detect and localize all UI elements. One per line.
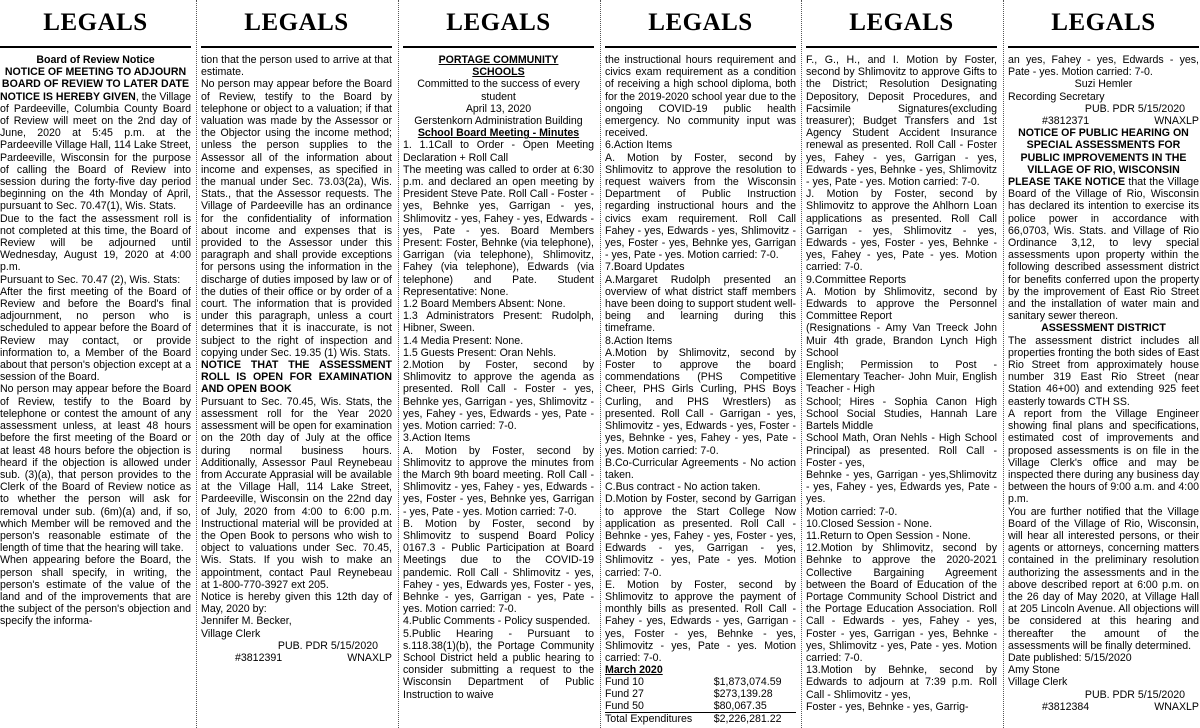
- column-divider: [600, 0, 601, 728]
- signer-title: Village Clerk: [201, 627, 261, 640]
- column-divider: [196, 0, 197, 728]
- section-header: LEGALS: [201, 0, 392, 48]
- minutes-item: A. Motion by Foster, second by Shlimovitz to approve the minutes from the March 9th board meeting. Roll Call - Shlimovitz - yes, Fahey - yes, Edwards - yes, Foster - yes, Behnke yes, Garrigan - yes, Pate - yes. Motion carried: 7-0.: [403, 444, 594, 518]
- organization-name: PORTAGE COMMUNITY: [438, 54, 559, 66]
- minutes-item: 13.Motion by Behnke, second by Edwards to adjourn at 7:39 p.m. Roll Call - Shlimovitz - yes,: [806, 664, 997, 701]
- minutes-item: 1.5 Guests Present: Oran Nehls.: [403, 346, 557, 359]
- total-amount: $2,226,281.22: [710, 713, 796, 726]
- minutes-item: J. Motion by Foster, second by Shlimovitz to approve the Ahlhorn Loan applications as presented. Roll Call Garrigan - yes, Shlimovitz - yes, Edwards - yes, Foster - yes, Behnke - yes, Fahey - yes, Pate - yes. Motion carried: 7-0.: [806, 188, 997, 274]
- publication-line: PUB. PDR 5/15/2020: [277, 639, 378, 652]
- minutes-item: C.Bus contract - No action taken.: [605, 481, 761, 494]
- column-divider: [801, 0, 802, 728]
- publication-line: PUB. PDR 5/15/2020: [1084, 688, 1185, 701]
- notice-subtitle: NOTICE OF MEETING TO ADJOURN BOARD OF REVIEW TO LATER DATE: [1, 66, 190, 91]
- notice-title: Board of Review Notice: [36, 54, 155, 66]
- column-divider: [398, 0, 399, 728]
- publication-line: PUB. PDR 5/15/2020: [1084, 102, 1185, 115]
- minutes-item: 3.Action Items: [403, 432, 471, 445]
- column-1: [0, 0, 191, 728]
- minutes-item: Behnke - yes, Garrigan - yes,Shlimovitz - yes, Fahey - yes, Edwards yes, Pate - yes.: [806, 468, 997, 506]
- minutes-item: A.Margaret Rudolph presented an overview of what district staff members have been doing to support student well-being and learning during this timeframe.: [605, 273, 796, 335]
- notice-paragraph: PLEASE TAKE NOTICE that the Village Board of the Village of Rio, Wisconsin has declared its intention to exercise its police power in accordance with 66,0703, Wis. Stats. and Village of Rio Ordinance 3,12, to levy special assessments upon property within the following described assessment district for benefits conferred upon the property by the improvement of East Rio Street and the installation of water main and sanitary sewer thereon.: [1008, 176, 1199, 323]
- minutes-item: 5.Public Hearing - Pursuant to s.118.38(1)(b), the Portage Community School District held a public hearing to consider submitting a request to the Wisconsin Department of Public Instruction to waive: [403, 627, 594, 701]
- expenditure-table: [605, 676, 796, 725]
- minutes-item: 1. 1.1Call to Order - Open Meeting Declaration + Roll Call: [403, 139, 594, 164]
- signer-title: Village Clerk: [1008, 676, 1068, 689]
- notice-paragraph: After the first meeting of the Board of Review and before the Board's final adjournment, no person who is scheduled to appear before the Board of Review may contact, or provide information to, a Member of the Board about that person's objection except at a session of the Board.: [0, 285, 191, 384]
- tagline: Committed to the success of every student: [417, 78, 580, 103]
- signer-name: Amy Stone: [1008, 664, 1060, 677]
- notice-heading: ASSESSMENT DISTRICT: [1041, 322, 1166, 335]
- notice-paragraph: NOTICE IS HEREBY GIVEN, the Village of Pardeeville, Columbia County Board of Review will meet on the 2nd day of June, 2020 at 5:45 p.m. at the Pardeeville Village Hall, 114 Lake Street, Pardeeville, Wisconsin for the purpose of calling the Board of Review into session during the forty-five day period beginning on the 4th Monday of April, pursuant to Sec. 70.47(1), Wis. Stats.: [0, 90, 191, 213]
- notice-paragraph: No person may appear before the Board of Review, testify to the Board by telephone or object to a valuation; if that valuation was made by the Assessor or the Objector using the income method; unless the person supplies to the Assessor all of the information about income and expenses, as specified in the manual under Sec. 73.03(2a), Wis. Stats., that the Assessor requests. The Village of Pardeeville has an ordinance for the confidentiality of information about income and expenses that is provided to the Assessor under this paragraph and shall provide exceptions for persons using the information in the discharge of duties imposed by law or of the duties of their office or by order of a court. The information that is provided under this paragraph, unless a court determines that it is inaccurate, is not subject to the right of inspection and copying under Sec. 19.35 (1) Wis. Stats.: [201, 78, 392, 359]
- minutes-item: 1.2 Board Members Absent: None.: [403, 298, 566, 311]
- fund-amount: $273,139.28: [713, 688, 773, 701]
- notice-heading: NOTICE THAT THE ASSESSMENT ROLL IS OPEN FOR EXAMINATION AND OPEN BOOK: [201, 359, 392, 396]
- signer-name: Jennifer M. Becker,: [201, 615, 292, 628]
- notice-paragraph: Notice is hereby given this 12th day of May, 2020 by:: [201, 590, 392, 616]
- meeting-title: School Board Meeting - Minutes: [417, 127, 580, 140]
- fund-label: Fund 10: [605, 676, 644, 689]
- minutes-item: 2.Motion by Foster, second by Shlimovitz to approve the agenda as presented. Roll Call - Foster - yes, Behnke yes, Garrigan - yes, Shlimovitz - yes, Fahey - yes, Edwards - yes, Pate - yes. Motion carried: 7-0.: [403, 359, 594, 433]
- table-row: [605, 700, 796, 713]
- minutes-item: Foster - yes, Behnke - yes, Garrig-: [806, 700, 969, 713]
- minutes-item: 10.Closed Session - None.: [806, 517, 933, 530]
- reference-code: WNAXLP: [1154, 115, 1199, 128]
- notice-lead: PLEASE TAKE NOTICE: [1008, 176, 1126, 189]
- meeting-location: Gerstenkorn Administration Building: [414, 115, 583, 128]
- minutes-item: A.Motion by Shlimovitz, second by Foster to approve the board commendations (PHS Competitive Cheer, PHS Girls Curling, PHS Boys Curling, and PHS Wrestlers) as presented. Roll Call - Garrigan - yes, Shlimovitz - yes, Edwards - yes, Foster - yes, Behnke - yes, Fahey - yes, Pate - yes. Motion carried: 7-0.: [605, 346, 796, 457]
- column-6: [1008, 0, 1199, 728]
- section-header: LEGALS: [806, 0, 997, 48]
- minutes-item: D.Motion by Foster, second by Garrigan to approve the Start College Now application as presented. Roll Call - Behnke - yes, Fahey - yes, Foster - yes, Edwards - yes, Garrigan - yes, Shlimovitz - yes, Pate - yes. Motion carried: 7-0.: [605, 493, 796, 579]
- reference-code: WNAXLP: [1154, 700, 1199, 713]
- notice-paragraph: Pursuant to Sec. 70.45, Wis. Stats, the assessment roll for the Year 2020 assessment will be open for examination on the 20th day of July at the office during normal business hours. Additionally, Assessor Paul Reynebeau from Accurate Apprasial will be available at the Village Hall, 114 Lake Street, Pardeeville, Wisconsin on the 22nd day of July, 2020 from 4:00 to 6:00 p.m. Instructional material will be provided at the Open Book to persons who wish to object to valuations under Sec. 70.45, Wis. Stats. If you wish to make an appointment, contact Paul Reynebeau at 1-800-770-3927 ext 205.: [201, 395, 392, 591]
- reference-number: #3812391: [235, 651, 283, 664]
- section-header: LEGALS: [0, 0, 191, 48]
- column-divider: [1003, 0, 1004, 728]
- minutes-item: 6.Action Items: [605, 139, 673, 152]
- minutes-item: E. Motion by Foster, second by Shlimovitz to approve the payment of monthly bills as presented. Roll Call - Fahey - yes, Edwards - yes, Garrigan - yes, Foster - yes, Behnke - yes, Shlimovitz - yes, Pate - yes. Motion carried: 7-0.: [605, 578, 796, 664]
- minutes-item: School Math, Oran Nehls - High School Principal) as presented. Roll Call - Foster - yes,: [806, 432, 997, 469]
- column-4: [605, 0, 796, 728]
- total-row: [605, 713, 796, 726]
- notice-paragraph: Due to the fact the assessment roll is not completed at this time, the Board of Review will be adjourned until Wednesday, August 19, 2020 at 4:00 p.m.: [0, 212, 191, 274]
- signer-title: Recording Secretary: [1008, 90, 1105, 103]
- minutes-item: English; Permission to Post - Elementary Teacher- John Muir, English Teacher - High: [806, 359, 997, 396]
- notice-paragraph: Pursuant to Sec. 70.47 (2), Wis. Stats:: [0, 273, 181, 286]
- minutes-item: 1.3 Administrators Present: Rudolph, Hibner, Sween.: [403, 310, 594, 335]
- publication-date: Date published: 5/15/2020: [1008, 651, 1132, 664]
- table-row: [605, 688, 796, 700]
- table-row: [605, 676, 796, 688]
- minutes-item: School; Hires - Sophia Canon High School Social Studies, Hannah Lare Bartels Middle: [806, 395, 997, 433]
- total-label: Total Expenditures: [605, 713, 710, 726]
- organization-name: SCHOOLS: [472, 66, 525, 79]
- reference-line: [1008, 115, 1199, 127]
- minutes-item: 9.Committee Reports: [806, 273, 907, 286]
- minutes-item: (Resignations - Amy Van Treeck John Muir 4th grade, Brandon Lynch High School: [806, 322, 997, 359]
- minutes-item: A. Motion by Foster, second by Shlimovitz to approve the resolution to request waivers from the Wisconsin Department of Public Instruction regarding instructional hours and the civics exam requirement. Roll Call Fahey - yes, Edwards - yes, Shlimovitz - yes, Foster - yes, Behnke yes, Garrigan - yes, Pate - yes. Motion carried: 7-0.: [605, 151, 796, 262]
- minutes-item: 11.Return to Open Session - None.: [806, 529, 971, 542]
- minutes-item: B.Co-Curricular Agreements - No action taken.: [605, 456, 796, 481]
- reference-number: #3812384: [1042, 700, 1090, 713]
- section-header: LEGALS: [605, 0, 796, 48]
- reference-code: WNAXLP: [347, 651, 392, 664]
- expenditure-table-title: March 2020: [605, 664, 663, 677]
- column-5: [806, 0, 997, 728]
- fund-label: Fund 27: [605, 688, 644, 701]
- minutes-item: 12.Motion by Shlimovitz, second by Behnke to approve the 2020-2021 Collective Bargaining Agreement between the Board of Education of the Portage Community School District and the Portage Education Association. Roll Call - Edwards - yes, Fahey - yes, Foster - yes, Garrigan - yes, Behnke - yes, Shlimovitz - yes, Pate - yes. Motion carried: 7-0.: [806, 542, 997, 664]
- column-3: [403, 0, 594, 728]
- minutes-item: 7.Board Updates: [605, 261, 685, 274]
- minutes-item: an yes, Fahey - yes, Edwards - yes, Pate - yes. Motion carried: 7-0.: [1008, 54, 1199, 79]
- notice-paragraph: When appearing before the Board, the person shall specify, in writing, the person's estimate of the value of the land and of the improvements that are the subject of the person's objection and specify the informa-: [0, 554, 191, 628]
- minutes-item: The meeting was called to order at 6:30 p.m. and declared an open meeting by President Steve Pate. Roll Call - Foster - yes, Behnke yes, Garrigan - yes, Shlimovitz - yes, Fahey - yes, Edwards - yes, Pate - yes. Board Members Present: Foster, Behnke (via telephone), Garrigan (via telephone), Shlimovitz, Fahey (via telephone), Edwards (via telephone) and Pate. Student Representative: None.: [403, 163, 594, 298]
- notice-title: NOTICE OF PUBLIC HEARING ON SPECIAL ASSESSMENTS FOR PUBLIC IMPROVEMENTS IN THE VILLAGE OF RIO, WISCONSIN: [1018, 127, 1189, 176]
- minutes-item: B. Motion by Foster, second by Shlimovitz to suspend Board Policy 0167.3 - Public Participation at Board Meetings due to the COVID-19 pandemic. Roll Call - Shlimovitz - yes, Fahey - yes, Edwards yes, Foster - yes, Behnke - yes, Garrigan - yes, Pate - yes. Motion carried: 7-0.: [403, 517, 594, 616]
- notice-paragraph: A report from the Village Engineer showing final plans and specifications, estimated cost of improvements and proposed assessments is on file in the Village Clerk's office and may be inspected there during any business day between the hours of 9:00 a.m. and 4:00 p.m.: [1008, 407, 1199, 506]
- fund-label: Fund 50: [605, 700, 644, 713]
- column-2: [201, 0, 392, 728]
- minutes-item: Motion carried: 7-0.: [806, 505, 898, 518]
- minutes-item: 1.4 Media Present: None.: [403, 334, 524, 347]
- section-header: LEGALS: [1008, 0, 1199, 48]
- signer-name: Suzi Hemler: [1074, 78, 1133, 91]
- minutes-item: 8.Action Items: [605, 334, 673, 347]
- notice-paragraph: The assessment district includes all properties fronting the both sides of East Rio Street from approximately house number 319 East Rio Street (near Station 46+00) and extending 925 feet easterly towards CTH SS.: [1008, 334, 1199, 408]
- fund-amount: $1,873,074.59: [713, 676, 782, 689]
- reference-line: [1008, 701, 1199, 713]
- reference-number: #3812371: [1042, 115, 1090, 128]
- notice-paragraph: tion that the person used to arrive at that estimate.: [201, 54, 392, 79]
- notice-paragraph: No person may appear before the Board of Review, testify to the Board by telephone or contest the amount of any assessment unless, at least 48 hours before the first meeting of the Board or at least 48 hours before the objection is heard if the objection is allowed under sub. (3)(a), that person provides to the Clerk of the Board of Review notice as to whether the person will ask for removal under sub. (6m)(a) and, if so, which Member will be removed and the person's reasonable estimate of the length of time that the hearing will take.: [0, 383, 191, 555]
- minutes-item: F., G., H., and I. Motion by Foster, second by Shlimovitz to approve Gifts to the District; Resolution Designating Depository, Deposit Procedures, and Facsimile Signatures(excluding treasurer); Budget Transfers and 1st Agency Student Accident Insurance renewal as presented. Roll Call - Foster yes, Fahey - yes, Garrigan - yes, Edwards - yes, Behnke - yes, Shlimovitz - yes, Pate - yes. Motion carried: 7-0.: [806, 54, 997, 189]
- reference-line: [201, 652, 392, 664]
- notice-lead: NOTICE IS HEREBY GIVEN: [0, 90, 136, 103]
- meeting-date: April 13, 2020: [465, 102, 532, 115]
- minutes-item: 4.Public Comments - Policy suspended.: [403, 615, 591, 628]
- section-header: LEGALS: [403, 0, 594, 48]
- minutes-item: the instructional hours requirement and civics exam requirement as a condition of receiving a high school diploma, both for the 2019-2020 school year due to the ongoing COVID-19 public health emergency. No community input was received.: [605, 54, 796, 140]
- fund-amount: $80,067.35: [713, 700, 767, 713]
- notice-paragraph: You are further notified that the Village Board of the Village of Rio, Wisconsin, will hear all interested persons, or their agents or attorneys, concerning matters contained in the preliminary resolution authorizing the assessments and in the above described report at 6:00 p.m. on the 26 day of May 2020, at Village Hall at 205 Lincoln Avenue. All objections will be considered at this hearing and thereafter the amount of the assessments will be finally determined.: [1008, 505, 1199, 652]
- minutes-item: A. Motion by Shlimovitz, second by Edwards to approve the Personnel Committee Report: [806, 285, 997, 323]
